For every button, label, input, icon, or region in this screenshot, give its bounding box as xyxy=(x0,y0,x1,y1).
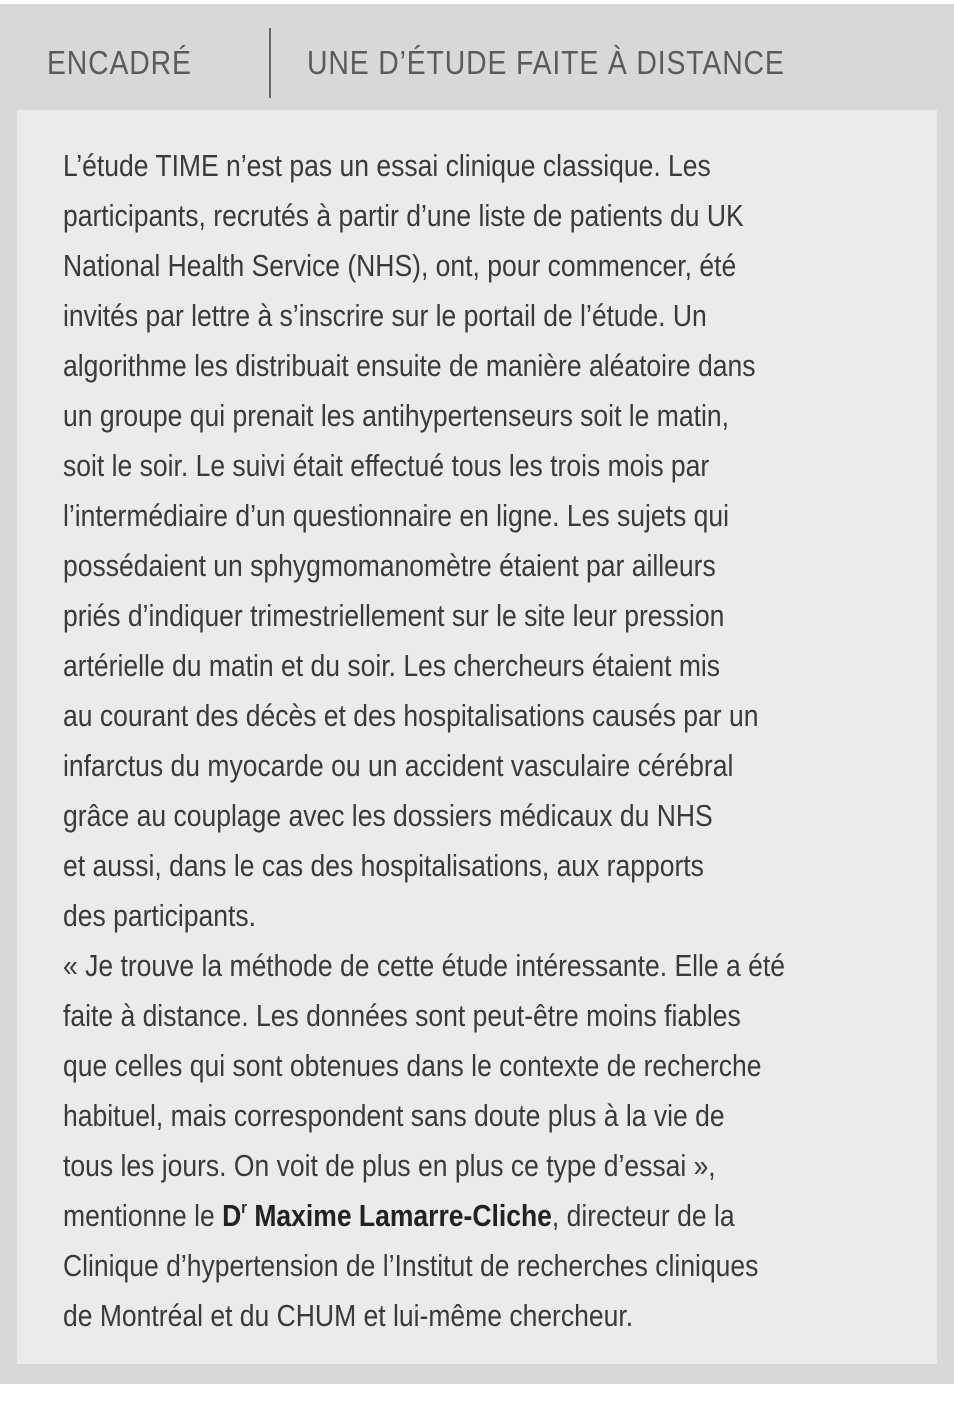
text-line: des participants. xyxy=(63,898,257,933)
text-line: artérielle du matin et du soir. Les chercheurs étaient mis xyxy=(63,648,721,683)
text-line: National Health Service (NHS), ont, pour commencer, été xyxy=(63,248,737,283)
text-line: invités par lettre à s’inscrire sur le portail de l’étude. Un xyxy=(63,298,707,333)
person-name-text: Maxime Lamarre-Cliche xyxy=(246,1198,552,1233)
text-line: participants, recrutés à partir d’une liste de patients du UK xyxy=(63,198,744,233)
person-name xyxy=(222,1198,552,1233)
header-divider xyxy=(269,28,271,98)
box-title: UNE D’ÉTUDE FAITE À DISTANCE xyxy=(307,44,785,81)
text-line: au courant des décès et des hospitalisations causés par un xyxy=(63,698,759,733)
text-line: L’étude TIME n’est pas un essai clinique classique. Les xyxy=(63,148,711,183)
text-line: algorithme les distribuait ensuite de manière aléatoire dans xyxy=(63,348,756,383)
quote-line: « Je trouve la méthode de cette étude intéressante. Elle a été xyxy=(63,948,785,983)
text-line: possédaient un sphygmomanomètre étaient par ailleurs xyxy=(63,548,716,583)
quote-line: faite à distance. Les données sont peut-être moins fiables xyxy=(63,998,741,1033)
text-line: grâce au couplage avec les dossiers médicaux du NHS xyxy=(63,798,713,833)
text-line: Clinique d’hypertension de l’Institut de recherches cliniques xyxy=(63,1248,759,1283)
text-line: et aussi, dans le cas des hospitalisations, aux rapports xyxy=(63,848,704,883)
text-line: infarctus du myocarde ou un accident vasculaire cérébral xyxy=(63,748,734,783)
text-line: de Montréal et du CHUM et lui-même chercheur. xyxy=(63,1298,634,1333)
credit-line xyxy=(63,1191,901,1241)
box-label: ENCADRÉ xyxy=(47,44,192,81)
honorific: D xyxy=(222,1198,242,1233)
quote-line: habituel, mais correspondent sans doute plus à la vie de xyxy=(63,1098,725,1133)
text-line: soit le soir. Le suivi était effectué tous les trois mois par xyxy=(63,448,710,483)
text-line: l’intermédiaire d’un questionnaire en ligne. Les sujets qui xyxy=(63,498,729,533)
credit-suffix: , directeur de la xyxy=(551,1198,735,1233)
honorific-superscript: r xyxy=(241,1198,247,1218)
article-body xyxy=(63,141,901,1341)
credit-prefix: mentionne le xyxy=(63,1198,223,1233)
text-line: priés d’indiquer trimestriellement sur le site leur pression xyxy=(63,598,725,633)
quote-line: que celles qui sont obtenues dans le contexte de recherche xyxy=(63,1048,762,1083)
quote-line: tous les jours. On voit de plus en plus ce type d’essai », xyxy=(63,1148,716,1183)
text-line: un groupe qui prenait les antihypertenseurs soit le matin, xyxy=(63,398,729,433)
box-header xyxy=(0,4,954,114)
